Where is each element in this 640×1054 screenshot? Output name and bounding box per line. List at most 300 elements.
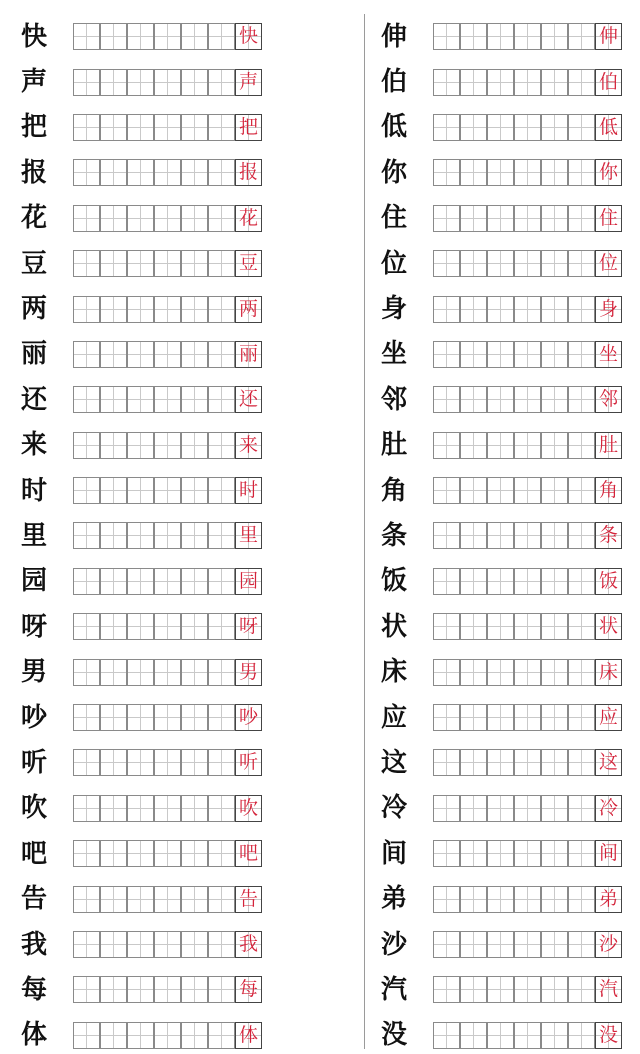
char-row <box>374 241 628 286</box>
character-label: 来 <box>20 430 47 461</box>
stroke-order-cells <box>433 114 622 141</box>
stroke-step-cell <box>460 522 487 549</box>
stroke-step-cell <box>73 840 100 867</box>
stroke-step-cell <box>181 432 208 459</box>
stroke-step-final-cell <box>235 840 262 867</box>
char-row <box>14 423 274 468</box>
stroke-order-cells <box>73 159 262 186</box>
stroke-step-cell <box>154 250 181 277</box>
stroke-step-cell <box>154 568 181 595</box>
character-label: 身 <box>380 294 407 325</box>
stroke-step-cell <box>100 886 127 913</box>
stroke-step-cell <box>208 296 235 323</box>
stroke-step-glyph: 床 <box>598 660 618 683</box>
stroke-step-glyph: 花 <box>238 206 258 229</box>
character-label: 时 <box>20 475 47 506</box>
stroke-order-cells <box>73 341 262 368</box>
stroke-step-cell <box>433 250 460 277</box>
stroke-order-cells <box>73 296 262 323</box>
stroke-step-cell <box>487 205 514 232</box>
char-row <box>374 513 628 558</box>
character-label: 间 <box>380 838 407 869</box>
stroke-step-final-cell <box>595 159 622 186</box>
stroke-step-cell <box>487 341 514 368</box>
char-row <box>374 332 628 377</box>
stroke-step-cell <box>487 296 514 323</box>
stroke-step-glyph: 这 <box>598 751 618 774</box>
stroke-step-cell <box>100 432 127 459</box>
stroke-step-final-cell <box>595 613 622 640</box>
stroke-step-glyph: 你 <box>598 161 618 184</box>
stroke-step-cell <box>487 931 514 958</box>
character-label: 把 <box>20 112 47 143</box>
stroke-step-glyph: 丽 <box>238 342 258 365</box>
stroke-step-cell <box>460 1022 487 1049</box>
stroke-step-cell <box>127 795 154 822</box>
char-row <box>374 196 628 241</box>
stroke-step-cell <box>460 159 487 186</box>
stroke-step-final-cell <box>235 749 262 776</box>
stroke-step-final-cell <box>235 568 262 595</box>
char-row <box>14 105 274 150</box>
stroke-step-cell <box>460 659 487 686</box>
stroke-step-glyph: 没 <box>598 1023 618 1046</box>
stroke-order-cells <box>73 114 262 141</box>
stroke-step-cell <box>568 386 595 413</box>
stroke-step-cell <box>154 613 181 640</box>
stroke-step-cell <box>460 69 487 96</box>
stroke-step-cell <box>127 296 154 323</box>
stroke-step-cell <box>460 749 487 776</box>
stroke-step-cell <box>541 250 568 277</box>
char-row <box>14 967 274 1012</box>
stroke-step-cell <box>568 931 595 958</box>
stroke-step-cell <box>487 840 514 867</box>
stroke-step-cell <box>541 386 568 413</box>
character-label: 告 <box>20 884 47 915</box>
stroke-step-cell <box>568 568 595 595</box>
stroke-step-final-cell <box>595 568 622 595</box>
stroke-step-cell <box>181 568 208 595</box>
stroke-step-cell <box>460 568 487 595</box>
stroke-step-cell <box>487 886 514 913</box>
stroke-order-cells <box>73 432 262 459</box>
stroke-step-cell <box>181 477 208 504</box>
stroke-order-cells <box>433 522 622 549</box>
stroke-step-cell <box>127 114 154 141</box>
stroke-step-glyph: 伯 <box>598 70 618 93</box>
stroke-step-cell <box>487 795 514 822</box>
stroke-step-cell <box>568 250 595 277</box>
stroke-step-cell <box>181 341 208 368</box>
stroke-order-cells <box>433 159 622 186</box>
stroke-step-cell <box>433 976 460 1003</box>
stroke-step-cell <box>568 69 595 96</box>
stroke-step-glyph: 时 <box>238 479 258 502</box>
char-row <box>374 14 628 59</box>
stroke-step-cell <box>127 976 154 1003</box>
stroke-order-cells <box>433 477 622 504</box>
stroke-step-final-cell <box>595 931 622 958</box>
stroke-step-cell <box>541 795 568 822</box>
stroke-step-cell <box>100 704 127 731</box>
stroke-step-cell <box>127 840 154 867</box>
character-label: 伸 <box>380 21 407 52</box>
stroke-step-final-cell <box>235 795 262 822</box>
stroke-step-cell <box>541 613 568 640</box>
stroke-step-cell <box>100 159 127 186</box>
stroke-step-cell <box>181 613 208 640</box>
stroke-step-final-cell <box>595 795 622 822</box>
stroke-step-glyph: 邻 <box>598 388 618 411</box>
stroke-step-cell <box>514 931 541 958</box>
stroke-step-final-cell <box>235 613 262 640</box>
stroke-step-cell <box>433 886 460 913</box>
stroke-step-cell <box>154 931 181 958</box>
stroke-step-glyph: 园 <box>238 569 258 592</box>
stroke-step-cell <box>100 659 127 686</box>
stroke-order-cells <box>433 341 622 368</box>
stroke-step-cell <box>460 840 487 867</box>
stroke-step-cell <box>181 931 208 958</box>
stroke-step-cell <box>208 613 235 640</box>
stroke-step-cell <box>568 659 595 686</box>
character-label: 位 <box>380 248 407 279</box>
stroke-step-cell <box>541 976 568 1003</box>
stroke-step-cell <box>73 976 100 1003</box>
char-row <box>14 196 274 241</box>
stroke-step-glyph: 住 <box>598 206 618 229</box>
stroke-step-cell <box>127 159 154 186</box>
stroke-step-cell <box>514 250 541 277</box>
char-row <box>14 786 274 831</box>
stroke-step-cell <box>208 114 235 141</box>
stroke-step-final-cell <box>235 341 262 368</box>
stroke-order-cells <box>433 568 622 595</box>
stroke-step-cell <box>127 69 154 96</box>
stroke-step-final-cell <box>595 704 622 731</box>
stroke-step-glyph: 汽 <box>598 978 618 1001</box>
stroke-step-cell <box>514 341 541 368</box>
char-row <box>374 740 628 785</box>
stroke-step-final-cell <box>595 840 622 867</box>
stroke-step-final-cell <box>595 522 622 549</box>
stroke-step-cell <box>487 477 514 504</box>
stroke-step-cell <box>127 1022 154 1049</box>
char-row <box>14 241 274 286</box>
stroke-step-cell <box>73 159 100 186</box>
stroke-step-cell <box>541 432 568 459</box>
char-row <box>14 740 274 785</box>
stroke-step-cell <box>73 749 100 776</box>
char-row <box>374 105 628 150</box>
stroke-step-cell <box>73 522 100 549</box>
column-divider <box>364 14 365 1049</box>
stroke-step-cell <box>568 114 595 141</box>
stroke-step-cell <box>487 659 514 686</box>
character-label: 吹 <box>20 793 47 824</box>
stroke-step-glyph: 男 <box>238 660 258 683</box>
stroke-step-cell <box>514 69 541 96</box>
stroke-step-cell <box>208 659 235 686</box>
stroke-step-cell <box>568 886 595 913</box>
stroke-step-cell <box>514 976 541 1003</box>
char-row <box>14 559 274 604</box>
stroke-step-glyph: 报 <box>238 161 258 184</box>
stroke-step-cell <box>100 341 127 368</box>
char-row <box>374 876 628 921</box>
stroke-step-cell <box>568 840 595 867</box>
stroke-step-cell <box>154 1022 181 1049</box>
stroke-order-cells <box>73 704 262 731</box>
stroke-step-cell <box>514 795 541 822</box>
char-row <box>14 831 274 876</box>
stroke-step-final-cell <box>595 432 622 459</box>
stroke-step-cell <box>127 477 154 504</box>
stroke-step-cell <box>514 432 541 459</box>
stroke-step-cell <box>433 205 460 232</box>
stroke-step-cell <box>487 432 514 459</box>
stroke-step-glyph: 还 <box>238 388 258 411</box>
stroke-step-cell <box>154 477 181 504</box>
stroke-step-glyph: 听 <box>238 751 258 774</box>
stroke-step-cell <box>127 23 154 50</box>
stroke-step-cell <box>154 976 181 1003</box>
stroke-step-cell <box>541 341 568 368</box>
stroke-step-final-cell <box>235 659 262 686</box>
stroke-step-cell <box>127 386 154 413</box>
stroke-step-cell <box>541 704 568 731</box>
character-label: 豆 <box>20 248 47 279</box>
stroke-step-glyph: 低 <box>598 115 618 138</box>
char-row <box>374 377 628 422</box>
stroke-step-cell <box>181 749 208 776</box>
stroke-step-cell <box>514 386 541 413</box>
stroke-step-glyph: 告 <box>238 887 258 910</box>
stroke-step-cell <box>208 749 235 776</box>
stroke-step-cell <box>154 159 181 186</box>
stroke-step-cell <box>208 704 235 731</box>
stroke-order-cells <box>433 976 622 1003</box>
character-label: 这 <box>380 747 407 778</box>
stroke-step-cell <box>154 23 181 50</box>
stroke-step-cell <box>568 976 595 1003</box>
stroke-step-cell <box>100 250 127 277</box>
stroke-step-cell <box>154 296 181 323</box>
stroke-order-cells <box>433 840 622 867</box>
char-row <box>374 1013 628 1054</box>
character-label: 呀 <box>20 611 47 642</box>
character-label: 应 <box>380 702 407 733</box>
stroke-step-glyph: 坐 <box>598 342 618 365</box>
stroke-step-cell <box>433 23 460 50</box>
stroke-step-cell <box>100 296 127 323</box>
stroke-order-cells <box>73 931 262 958</box>
stroke-step-cell <box>154 749 181 776</box>
character-label: 花 <box>20 203 47 234</box>
character-label: 你 <box>380 157 407 188</box>
stroke-step-cell <box>541 69 568 96</box>
stroke-step-cell <box>541 568 568 595</box>
stroke-step-cell <box>541 886 568 913</box>
character-label: 汽 <box>380 974 407 1005</box>
stroke-step-cell <box>154 522 181 549</box>
stroke-step-cell <box>100 23 127 50</box>
stroke-step-cell <box>541 296 568 323</box>
character-label: 听 <box>20 747 47 778</box>
stroke-order-cells <box>433 296 622 323</box>
stroke-step-cell <box>127 432 154 459</box>
stroke-step-cell <box>208 23 235 50</box>
stroke-step-cell <box>433 659 460 686</box>
stroke-step-cell <box>460 795 487 822</box>
stroke-step-cell <box>541 659 568 686</box>
char-row <box>374 967 628 1012</box>
stroke-step-glyph: 沙 <box>598 933 618 955</box>
stroke-step-final-cell <box>595 23 622 50</box>
stroke-step-glyph: 伸 <box>598 25 618 48</box>
stroke-order-cells <box>73 886 262 913</box>
stroke-step-cell <box>460 432 487 459</box>
stroke-step-final-cell <box>235 886 262 913</box>
stroke-step-final-cell <box>235 159 262 186</box>
character-label: 快 <box>20 21 47 52</box>
char-row <box>14 1013 274 1054</box>
stroke-step-cell <box>100 114 127 141</box>
stroke-step-cell <box>460 931 487 958</box>
stroke-step-cell <box>181 1022 208 1049</box>
character-label: 吧 <box>20 838 47 869</box>
stroke-step-cell <box>433 296 460 323</box>
stroke-step-cell <box>127 341 154 368</box>
stroke-order-cells <box>73 749 262 776</box>
stroke-step-cell <box>208 931 235 958</box>
stroke-step-cell <box>181 659 208 686</box>
stroke-step-cell <box>154 659 181 686</box>
stroke-step-glyph: 肚 <box>598 433 618 456</box>
stroke-step-cell <box>208 477 235 504</box>
stroke-step-final-cell <box>595 250 622 277</box>
character-label: 吵 <box>20 702 47 733</box>
char-row <box>14 286 274 331</box>
character-label: 饭 <box>380 566 407 597</box>
stroke-step-cell <box>487 114 514 141</box>
stroke-step-cell <box>154 205 181 232</box>
stroke-step-final-cell <box>595 296 622 323</box>
stroke-step-cell <box>433 477 460 504</box>
stroke-step-glyph: 豆 <box>238 252 258 275</box>
stroke-step-glyph: 吧 <box>238 842 258 865</box>
stroke-order-cells <box>433 432 622 459</box>
stroke-step-cell <box>208 250 235 277</box>
character-label: 状 <box>380 611 407 642</box>
character-label: 丽 <box>20 339 47 370</box>
stroke-step-cell <box>487 250 514 277</box>
stroke-step-glyph: 饭 <box>598 569 618 592</box>
stroke-step-glyph: 身 <box>598 297 618 320</box>
stroke-order-cells <box>433 386 622 413</box>
stroke-step-final-cell <box>595 386 622 413</box>
stroke-order-cells <box>73 205 262 232</box>
stroke-step-cell <box>487 522 514 549</box>
stroke-step-cell <box>208 159 235 186</box>
stroke-step-cell <box>460 976 487 1003</box>
stroke-step-cell <box>181 23 208 50</box>
char-row <box>14 377 274 422</box>
stroke-step-glyph: 体 <box>238 1023 258 1046</box>
stroke-step-final-cell <box>235 114 262 141</box>
stroke-step-cell <box>433 69 460 96</box>
stroke-step-cell <box>568 1022 595 1049</box>
stroke-step-cell <box>73 568 100 595</box>
stroke-step-final-cell <box>595 114 622 141</box>
stroke-step-cell <box>433 795 460 822</box>
stroke-step-glyph: 声 <box>238 70 258 93</box>
stroke-step-cell <box>433 840 460 867</box>
stroke-step-cell <box>73 296 100 323</box>
stroke-step-cell <box>487 976 514 1003</box>
character-label: 还 <box>20 384 47 415</box>
stroke-step-cell <box>100 386 127 413</box>
stroke-order-cells <box>73 840 262 867</box>
stroke-step-cell <box>100 613 127 640</box>
character-label: 我 <box>20 929 47 960</box>
stroke-step-final-cell <box>595 477 622 504</box>
stroke-step-cell <box>154 432 181 459</box>
stroke-step-cell <box>208 568 235 595</box>
stroke-step-final-cell <box>235 976 262 1003</box>
stroke-order-cells <box>433 659 622 686</box>
character-label: 报 <box>20 157 47 188</box>
stroke-step-cell <box>541 749 568 776</box>
stroke-step-cell <box>541 114 568 141</box>
stroke-step-glyph: 冷 <box>598 796 618 819</box>
stroke-step-glyph: 条 <box>598 524 618 547</box>
stroke-step-glyph: 里 <box>238 524 258 547</box>
stroke-step-cell <box>154 704 181 731</box>
stroke-step-cell <box>514 477 541 504</box>
stroke-step-cell <box>514 840 541 867</box>
char-row <box>374 150 628 195</box>
char-row <box>14 59 274 104</box>
stroke-step-cell <box>181 386 208 413</box>
stroke-step-cell <box>73 250 100 277</box>
stroke-step-cell <box>181 704 208 731</box>
stroke-step-cell <box>154 386 181 413</box>
stroke-step-cell <box>100 568 127 595</box>
stroke-step-cell <box>127 613 154 640</box>
char-row <box>374 695 628 740</box>
stroke-step-cell <box>568 704 595 731</box>
stroke-step-final-cell <box>595 205 622 232</box>
stroke-step-cell <box>127 749 154 776</box>
stroke-step-cell <box>541 1022 568 1049</box>
char-row <box>374 922 628 967</box>
stroke-step-final-cell <box>595 341 622 368</box>
stroke-order-cells <box>433 795 622 822</box>
stroke-step-cell <box>127 205 154 232</box>
character-label: 没 <box>380 1020 407 1051</box>
stroke-step-cell <box>127 931 154 958</box>
stroke-step-cell <box>181 522 208 549</box>
char-row <box>14 649 274 694</box>
character-label: 低 <box>380 112 407 143</box>
stroke-step-cell <box>433 522 460 549</box>
stroke-step-cell <box>127 568 154 595</box>
stroke-order-cells <box>73 69 262 96</box>
stroke-step-final-cell <box>235 477 262 504</box>
stroke-step-cell <box>487 1022 514 1049</box>
